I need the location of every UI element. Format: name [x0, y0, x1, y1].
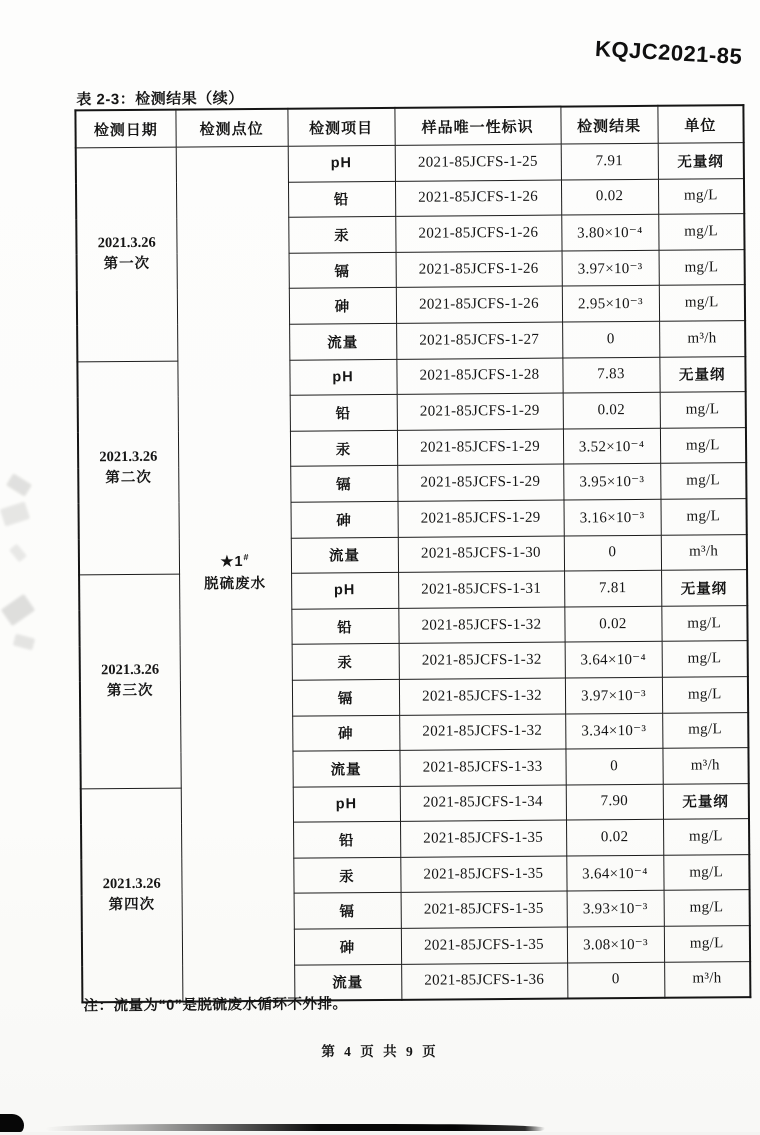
result-cell: 3.64×10⁻⁴	[566, 855, 663, 891]
result-cell: 0	[562, 321, 659, 357]
col-header-sample-id: 样品唯一性标识	[394, 107, 560, 146]
sample-id-cell: 2021-85JCFS-1-34	[400, 785, 566, 822]
sample-id-cell: 2021-85JCFS-1-35	[400, 820, 566, 857]
item-cell: 汞	[292, 644, 399, 680]
result-cell: 2.95×10⁻³	[562, 286, 659, 322]
item-cell: 流量	[294, 964, 401, 1001]
result-cell: 0	[565, 748, 662, 784]
item-cell: 镉	[290, 466, 397, 502]
result-cell: 7.81	[564, 570, 661, 606]
result-cell: 0.02	[561, 179, 658, 215]
unit-cell: mg/L	[663, 854, 749, 890]
unit-cell: 无量纲	[658, 143, 744, 179]
table-header	[75, 105, 743, 148]
result-cell: 3.95×10⁻³	[563, 464, 660, 500]
sample-id-cell: 2021-85JCFS-1-26	[395, 180, 561, 217]
sample-id-cell: 2021-85JCFS-1-27	[396, 322, 562, 359]
result-cell: 3.16×10⁻³	[563, 499, 660, 535]
unit-cell: mg/L	[659, 249, 745, 285]
col-header-point: 检测点位	[175, 109, 287, 147]
date-text: 2021.3.26	[100, 662, 160, 679]
unit-cell: m³/h	[661, 534, 747, 570]
item-cell: 流量	[291, 537, 398, 573]
date-text: 2021.3.26	[102, 875, 161, 893]
point-name: 脱硫废水	[204, 575, 267, 593]
item-cell: 铅	[288, 181, 395, 217]
unit-cell: m³/h	[659, 321, 745, 357]
sample-id-cell: 2021-85JCFS-1-29	[397, 464, 563, 501]
scan-edge-blob	[0, 1114, 24, 1132]
item-cell: 砷	[292, 715, 399, 751]
result-cell: 0.02	[564, 606, 661, 642]
table-title: 表 2-3：检测结果（续）	[76, 90, 244, 109]
point-superscript: #	[243, 552, 250, 563]
item-cell: 镉	[292, 679, 399, 715]
sequence-text: 第三次	[106, 683, 154, 700]
item-cell: pH	[288, 145, 395, 181]
sample-id-cell: 2021-85JCFS-1-31	[398, 571, 564, 608]
result-cell: 0	[567, 962, 664, 999]
unit-cell: mg/L	[662, 641, 748, 677]
unit-cell: m³/h	[662, 748, 748, 784]
item-cell: 流量	[292, 750, 399, 786]
result-cell: 3.64×10⁻⁴	[565, 642, 662, 678]
unit-cell: mg/L	[659, 285, 745, 321]
sample-id-cell: 2021-85JCFS-1-26	[395, 215, 561, 252]
result-cell: 3.97×10⁻³	[565, 677, 662, 713]
scan-edge-band	[45, 1124, 545, 1131]
sample-id-cell: 2021-85JCFS-1-33	[399, 749, 565, 786]
item-cell: pH	[289, 359, 396, 395]
unit-cell: mg/L	[660, 499, 746, 535]
sample-id-cell: 2021-85JCFS-1-28	[396, 358, 562, 395]
point-star-label: ★1	[220, 554, 244, 571]
document-number: KQJC2021-85	[594, 35, 743, 70]
sample-id-cell: 2021-85JCFS-1-32	[398, 607, 564, 644]
unit-cell: mg/L	[660, 463, 746, 499]
unit-cell: 无量纲	[661, 570, 747, 606]
item-cell: pH	[291, 572, 398, 608]
sample-id-cell: 2021-85JCFS-1-35	[400, 856, 566, 893]
sample-id-cell: 2021-85JCFS-1-30	[398, 536, 564, 573]
table-body	[76, 143, 751, 1003]
result-cell: 0.02	[563, 392, 660, 428]
date-text: 2021.3.26	[97, 235, 156, 252]
footnote: 注：流量为“0”是脱硫废水循环不外排。	[83, 996, 348, 1015]
result-cell: 3.97×10⁻³	[562, 250, 659, 286]
unit-cell: mg/L	[662, 712, 748, 748]
sequence-text: 第四次	[108, 896, 156, 914]
sample-id-cell: 2021-85JCFS-1-29	[397, 393, 563, 430]
item-cell: 砷	[289, 288, 396, 324]
results-table	[74, 104, 751, 1003]
sample-id-cell: 2021-85JCFS-1-32	[399, 714, 565, 751]
item-cell: 汞	[288, 217, 395, 253]
item-cell: 铅	[290, 395, 397, 431]
result-cell: 3.80×10⁻⁴	[561, 214, 658, 250]
unit-cell: mg/L	[660, 427, 746, 463]
date-cell	[77, 361, 179, 575]
item-cell: 汞	[290, 430, 397, 466]
sample-id-cell: 2021-85JCFS-1-29	[397, 429, 563, 466]
item-cell: 汞	[293, 857, 400, 893]
result-cell: 0.02	[566, 820, 663, 856]
unit-cell: mg/L	[664, 926, 750, 962]
result-cell: 7.90	[566, 784, 663, 820]
item-cell: 砷	[294, 928, 401, 964]
unit-cell: mg/L	[661, 605, 747, 641]
item-cell: 铅	[291, 608, 398, 644]
sample-id-cell: 2021-85JCFS-1-25	[395, 144, 561, 181]
result-cell: 3.52×10⁻⁴	[563, 428, 660, 464]
unit-cell: 无量纲	[663, 783, 749, 819]
date-cell	[81, 788, 183, 1003]
sample-id-cell: 2021-85JCFS-1-32	[399, 678, 565, 715]
unit-cell: mg/L	[658, 214, 744, 250]
item-cell: 铅	[293, 822, 400, 858]
date-text: 2021.3.26	[99, 448, 158, 466]
col-header-date: 检测日期	[75, 110, 175, 148]
unit-cell: mg/L	[660, 392, 746, 428]
item-cell: 镉	[289, 252, 396, 288]
item-cell: 镉	[294, 893, 401, 929]
result-cell: 3.34×10⁻³	[565, 713, 662, 749]
sample-id-cell: 2021-85JCFS-1-35	[401, 892, 567, 929]
sampling-point-cell	[176, 146, 295, 1002]
page-number: 第 4 页 共 9 页	[321, 1044, 439, 1059]
sample-id-cell: 2021-85JCFS-1-36	[401, 963, 567, 1000]
unit-cell: mg/L	[662, 677, 748, 713]
unit-cell: mg/L	[658, 178, 744, 214]
item-cell: 流量	[289, 323, 396, 359]
sequence-text: 第二次	[105, 469, 152, 486]
unit-cell: mg/L	[664, 890, 750, 926]
result-cell: 7.91	[561, 143, 658, 179]
col-header-item: 检测项目	[287, 108, 394, 146]
sequence-text: 第一次	[103, 256, 151, 273]
sample-id-cell: 2021-85JCFS-1-26	[396, 251, 562, 288]
date-cell	[76, 147, 178, 361]
header-row	[75, 105, 743, 148]
col-header-result: 检测结果	[560, 106, 657, 144]
sample-id-cell: 2021-85JCFS-1-29	[397, 500, 563, 537]
item-cell: pH	[293, 786, 400, 822]
result-cell: 7.83	[562, 357, 659, 393]
sample-id-cell: 2021-85JCFS-1-26	[396, 286, 562, 323]
unit-cell: m³/h	[664, 961, 750, 998]
unit-cell: 无量纲	[659, 356, 745, 392]
col-header-unit: 单位	[657, 105, 743, 143]
table-row	[76, 143, 744, 184]
sample-id-cell: 2021-85JCFS-1-32	[399, 642, 565, 679]
date-cell	[79, 574, 181, 788]
result-cell: 0	[564, 535, 661, 571]
result-cell: 3.08×10⁻³	[567, 926, 664, 962]
sample-id-cell: 2021-85JCFS-1-35	[401, 927, 567, 964]
item-cell: 砷	[290, 501, 397, 537]
unit-cell: mg/L	[663, 819, 749, 855]
result-cell: 3.93×10⁻³	[567, 891, 664, 927]
